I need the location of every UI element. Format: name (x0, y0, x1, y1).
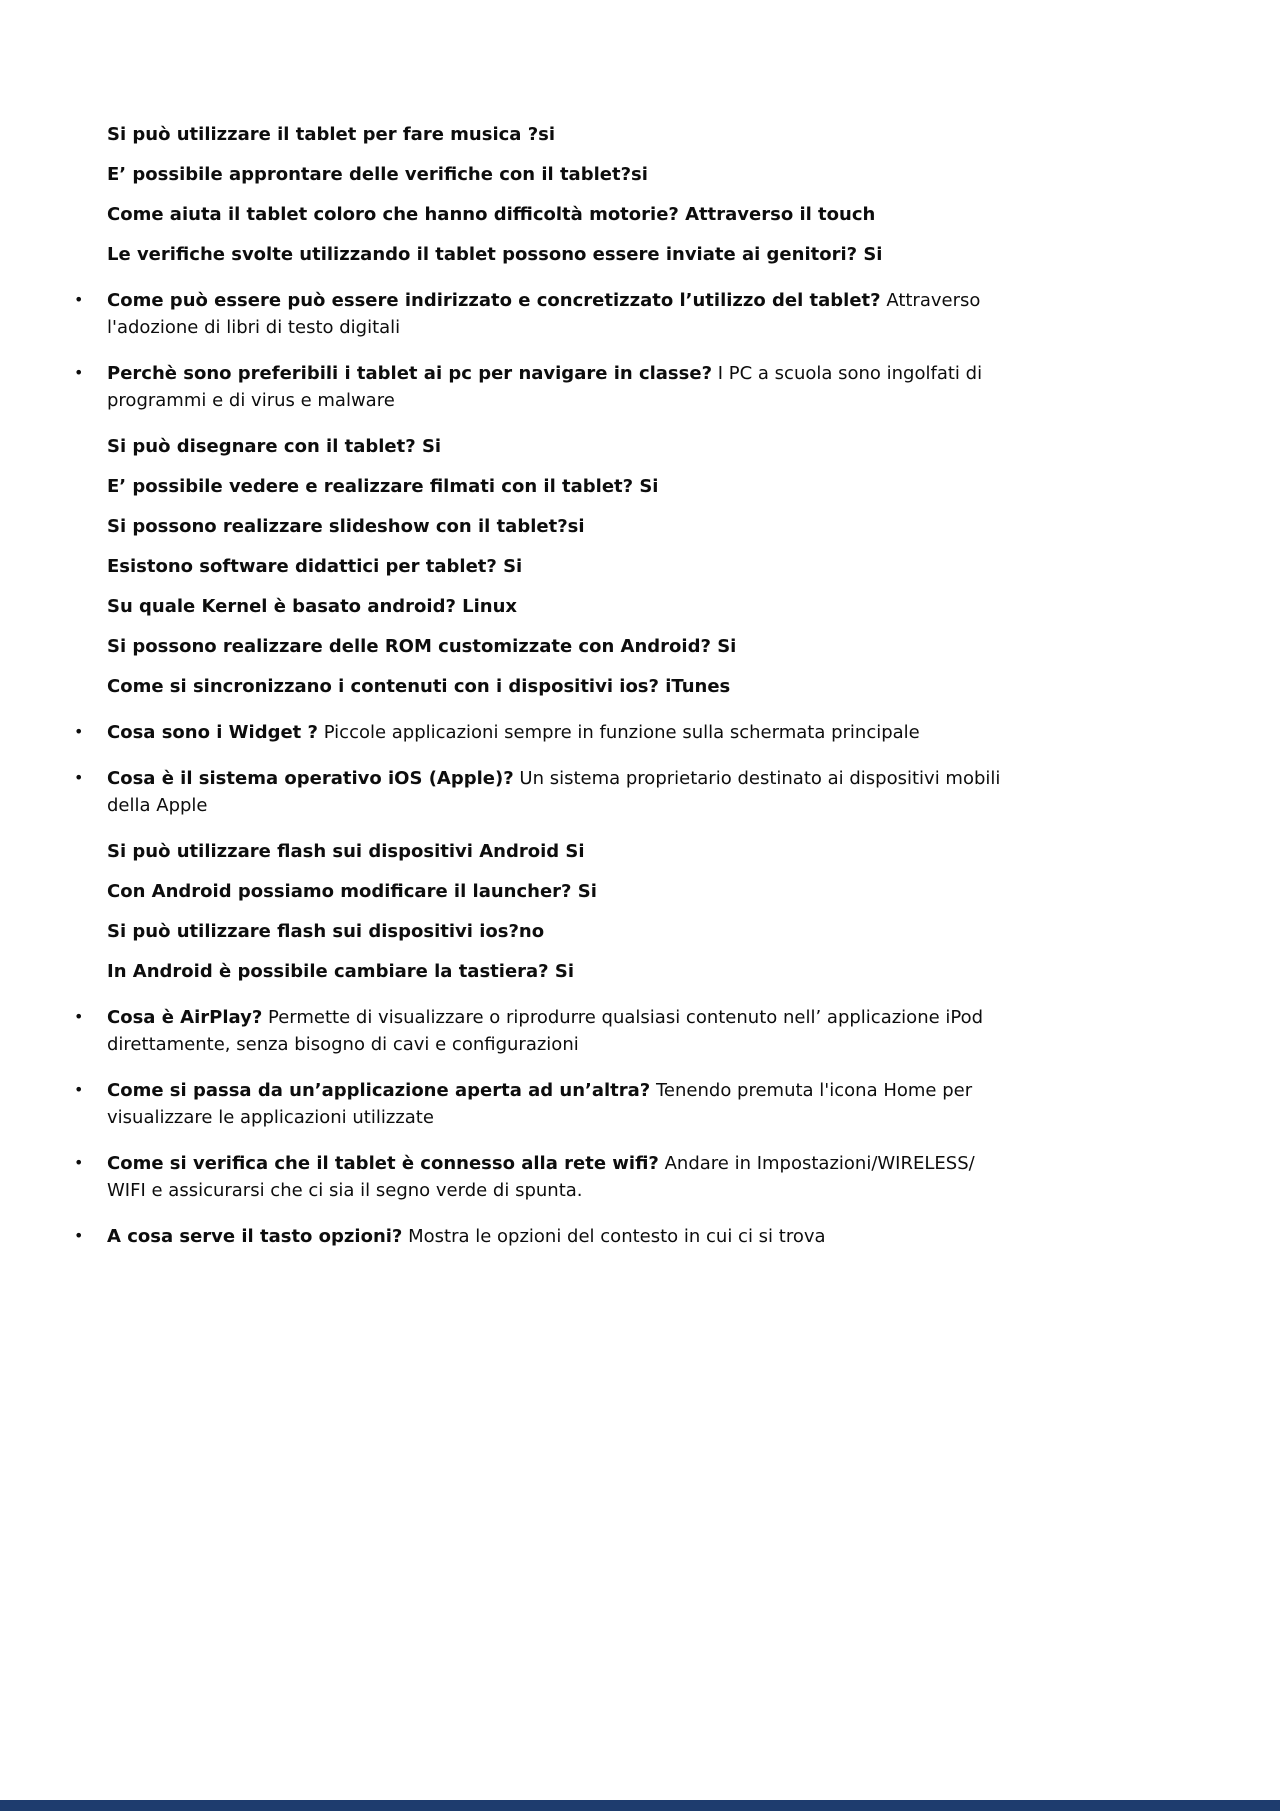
qa-item (107, 593, 1007, 620)
question-text: A cosa serve il tasto opzioni? (107, 1226, 403, 1247)
question-text: Si può utilizzare flash sui dispositivi ios?no (107, 921, 545, 942)
qa-item (107, 633, 1007, 660)
bullet-marker: • (74, 1080, 84, 1099)
question-text: Esistono software didattici per tablet? Si (107, 556, 523, 577)
answer-text: I PC a scuola sono ingolfati di programmi e di virus e malware (107, 363, 983, 411)
qa-item (107, 121, 1007, 148)
question-text: Cosa è AirPlay? (107, 1007, 263, 1028)
answer-text: Andare in Impostazioni/WIRELESS/ WIFI e assicurarsi che ci sia il segno verde di spunta. (107, 1153, 975, 1201)
qa-item (107, 553, 1007, 580)
qa-item (74, 1004, 1007, 1058)
question-text: Cosa sono i Widget ? (107, 722, 318, 743)
answer-text: Piccole applicazioni sempre in funzione sulla schermata principale (317, 722, 920, 743)
qa-item (107, 513, 1007, 540)
question-text: Come aiuta il tablet coloro che hanno difficoltà motorie? Attraverso il touch (107, 204, 876, 225)
question-text: Si possono realizzare slideshow con il tablet?si (107, 516, 585, 537)
qa-item (74, 1077, 1007, 1131)
question-text: Si può disegnare con il tablet? Si (107, 436, 442, 457)
bullet-marker: • (74, 1153, 84, 1172)
bullet-marker: • (74, 363, 84, 382)
question-text: E’ possibile approntare delle verifiche con il tablet?si (107, 164, 648, 185)
question-text: E’ possibile vedere e realizzare filmati con il tablet? Si (107, 476, 659, 497)
question-text: Come si sincronizzano i contenuti con i dispositivi ios? iTunes (107, 676, 731, 697)
bullet-marker: • (74, 722, 84, 741)
qa-item (74, 719, 1007, 746)
qa-item (107, 241, 1007, 268)
answer-text: Attraverso l'adozione di libri di testo digitali (107, 290, 981, 338)
qa-item (107, 838, 1007, 865)
qa-item (74, 360, 1007, 414)
qa-item (107, 433, 1007, 460)
qa-list (74, 121, 1007, 1269)
question-text: Si può utilizzare flash sui dispositivi Android Si (107, 841, 585, 862)
bullet-marker: • (74, 768, 84, 787)
question-text: Come si passa da un’applicazione aperta ad un’altra? (107, 1080, 651, 1101)
question-text: Le verifiche svolte utilizzando il tablet possono essere inviate ai genitori? Si (107, 244, 883, 265)
qa-item (74, 287, 1007, 341)
bullet-marker: • (74, 1226, 84, 1245)
bullet-marker: • (74, 1007, 84, 1026)
question-text: Cosa è il sistema operativo iOS (Apple)? (107, 768, 514, 789)
question-text: Con Android possiamo modificare il launcher? Si (107, 881, 597, 902)
question-text: Su quale Kernel è basato android? Linux (107, 596, 518, 617)
bullet-marker: • (74, 290, 84, 309)
answer-text: Mostra le opzioni del contesto in cui ci si trova (402, 1226, 826, 1247)
answer-text: Tenendo premuta l'icona Home per visualizzare le applicazioni utilizzate (107, 1080, 973, 1128)
qa-item (107, 161, 1007, 188)
qa-item (107, 918, 1007, 945)
answer-text: Permette di visualizzare o riprodurre qualsiasi contenuto nell’ applicazione iPod direttamente, senza bisogno di cavi e configurazioni (107, 1007, 984, 1055)
qa-item (74, 1150, 1007, 1204)
bottom-bar (0, 1800, 1280, 1811)
question-text: Si possono realizzare delle ROM customizzate con Android? Si (107, 636, 737, 657)
qa-item (107, 201, 1007, 228)
question-text: Come può essere può essere indirizzato e concretizzato l’utilizzo del tablet? (107, 290, 881, 311)
qa-item (74, 765, 1007, 819)
qa-item (107, 958, 1007, 985)
qa-item (107, 673, 1007, 700)
qa-item (74, 1223, 1007, 1250)
question-text: Si può utilizzare il tablet per fare musica ?si (107, 124, 556, 145)
qa-item (107, 473, 1007, 500)
question-text: Perchè sono preferibili i tablet ai pc per navigare in classe? (107, 363, 713, 384)
question-text: In Android è possibile cambiare la tastiera? Si (107, 961, 575, 982)
answer-text: Un sistema proprietario destinato ai dispositivi mobili della Apple (107, 768, 1001, 816)
question-text: Come si verifica che il tablet è connesso alla rete wifi? (107, 1153, 659, 1174)
qa-item (107, 878, 1007, 905)
